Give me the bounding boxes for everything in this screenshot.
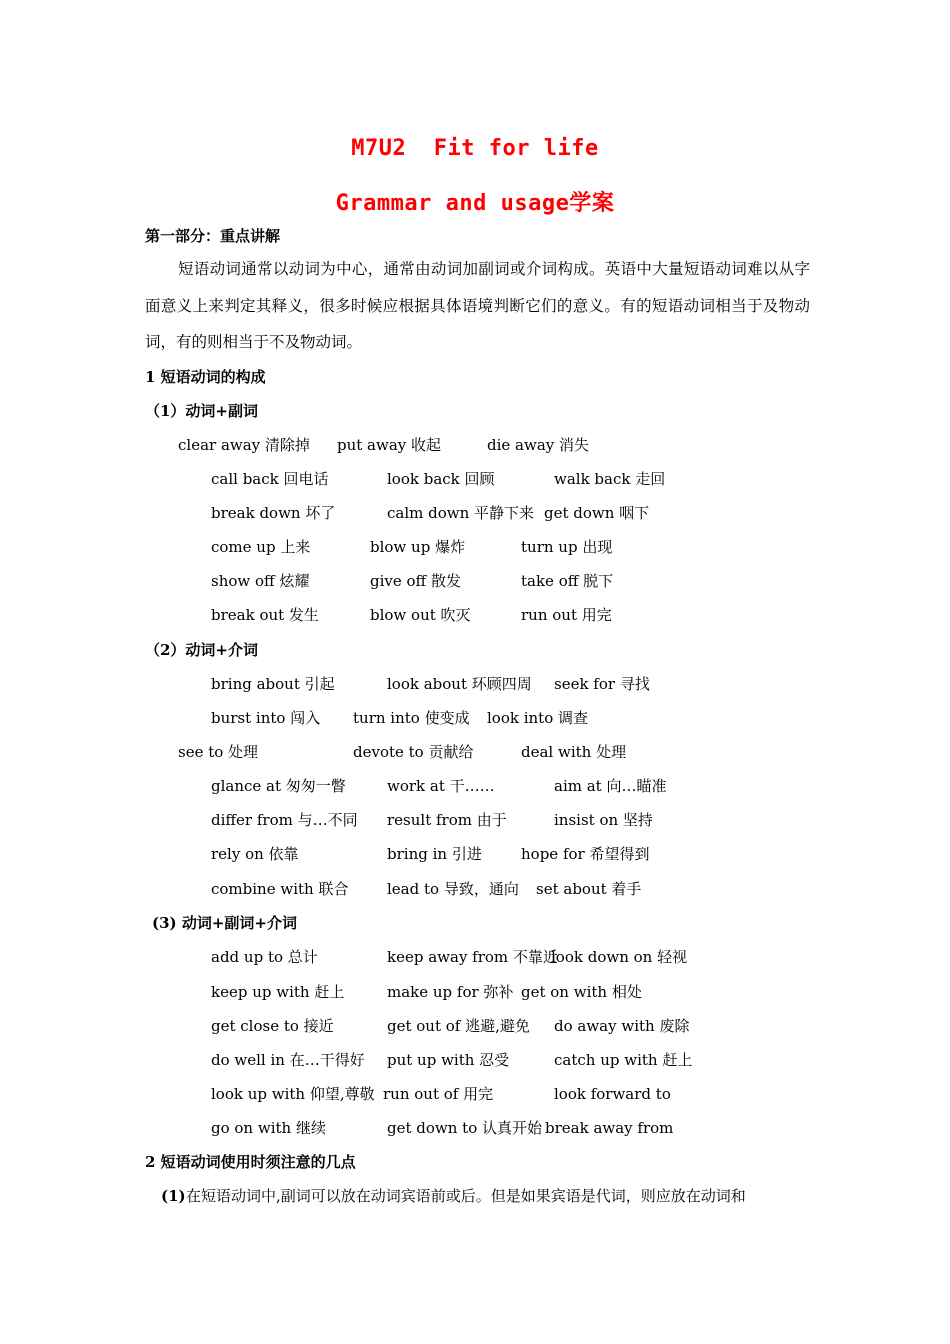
part-heading: 第一部分：重点讲解 <box>145 227 281 245</box>
list-item <box>0 567 950 595</box>
phrase-entry: seek for 寻找 <box>554 675 650 693</box>
phrase-entry: bring in 引进 <box>387 845 482 863</box>
list-item <box>0 1012 950 1040</box>
phrase-entry: break away from <box>545 1119 674 1137</box>
phrase-entry: see to 处理 <box>178 743 259 761</box>
phrase-entry: break down 坏了 <box>211 504 336 522</box>
phrase-entry: keep up with 赶上 <box>211 983 345 1001</box>
point1-label: (1) <box>161 1187 186 1205</box>
section1-heading: 1 短语动词的构成 <box>145 368 266 386</box>
phrase-entry: look up with 仰望,尊敬 <box>211 1085 375 1103</box>
phrase-entry: look into 调查 <box>487 709 589 727</box>
phrase-entry: blow up 爆炸 <box>370 538 466 556</box>
phrase-entry: do away with 废除 <box>554 1017 690 1035</box>
phrase-entry: rely on 依靠 <box>211 845 299 863</box>
list-item <box>0 1046 950 1074</box>
phrase-entry: set about 着手 <box>536 880 642 898</box>
list-item <box>0 601 950 629</box>
phrase-entry: burst into 闯入 <box>211 709 321 727</box>
phrase-entry: blow out 吹灭 <box>370 606 471 624</box>
sub2-heading-line <box>0 636 950 664</box>
sub3-heading-line <box>0 909 950 937</box>
sub2-heading: （2）动词+介词 <box>145 641 259 659</box>
phrase-entry: do well in 在…干得好 <box>211 1051 365 1069</box>
phrase-entry: deal with 处理 <box>521 743 627 761</box>
phrase-entry: take off 脱下 <box>521 572 614 590</box>
intro-paragraph: 短语动词通常以动词为中心，通常由动词加副词或介词构成。英语中大量短语动词难以从字面意义上来判定其释义，很多时候应根据具体语境判断它们的意义。有的短语动词相当于及物动词，有的则相当于不及物动词。 <box>145 260 810 351</box>
phrase-entry: differ from 与…不同 <box>211 811 358 829</box>
phrase-entry: aim at 向…瞄准 <box>554 777 667 795</box>
phrase-entry: go on with 继续 <box>211 1119 326 1137</box>
list-item <box>0 943 950 971</box>
phrase-entry: turn up 出现 <box>521 538 613 556</box>
phrase-entry: get down to 认真开始 <box>387 1119 543 1137</box>
list-item <box>0 738 950 766</box>
document-title: M7U2 Fit for life <box>351 136 599 161</box>
phrase-entry: clear away 清除掉 <box>178 436 310 454</box>
list-item <box>0 840 950 868</box>
phrase-entry: look back 回顾 <box>387 470 495 488</box>
phrase-entry: make up for 弥补 <box>387 983 514 1001</box>
phrase-entry: come up 上来 <box>211 538 311 556</box>
list-item <box>0 465 950 493</box>
section1-heading-line <box>0 363 950 391</box>
section2-point1-line <box>0 1182 950 1210</box>
document-subtitle: Grammar and usage学案 <box>335 191 615 216</box>
list-item <box>0 772 950 800</box>
phrase-entry: get down 咽下 <box>544 504 650 522</box>
phrase-entry: result from 由于 <box>387 811 507 829</box>
phrase-entry: walk back 走回 <box>554 470 666 488</box>
list-item <box>0 670 950 698</box>
sub1-heading: （1）动词+副词 <box>145 402 259 420</box>
phrase-entry: put up with 忍受 <box>387 1051 510 1069</box>
phrase-entry: give off 散发 <box>370 572 461 590</box>
list-item <box>0 704 950 732</box>
list-item <box>0 431 950 459</box>
phrase-entry: run out 用完 <box>521 606 612 624</box>
phrase-entry: catch up with 赶上 <box>554 1051 693 1069</box>
phrase-entry: break out 发生 <box>211 606 319 624</box>
phrase-entry: die away 消失 <box>487 436 590 454</box>
phrase-entry: add up to 总计 <box>211 948 318 966</box>
phrase-entry: keep away from 不靠近 <box>387 948 558 966</box>
list-item <box>0 1114 950 1142</box>
list-item <box>0 875 950 903</box>
point1-text: 在短语动词中,副词可以放在动词宾语前或后。但是如果宾语是代词，则应放在动词和 <box>186 1187 746 1205</box>
sub3-heading: (3) 动词+副词+介词 <box>152 914 297 932</box>
phrase-entry: look forward to <box>554 1085 671 1103</box>
list-item <box>0 1080 950 1108</box>
sub1-heading-line <box>0 397 950 425</box>
section2-heading-line <box>0 1148 950 1176</box>
phrase-entry: combine with 联合 <box>211 880 349 898</box>
list-item <box>0 806 950 834</box>
phrase-entry: devote to 贡献给 <box>353 743 474 761</box>
phrase-entry: get on with 相处 <box>521 983 642 1001</box>
phrase-entry: look about 环顾四周 <box>387 675 532 693</box>
phrase-entry: show off 炫耀 <box>211 572 310 590</box>
phrase-entry: get out of 逃避,避免 <box>387 1017 530 1035</box>
phrase-entry: hope for 希望得到 <box>521 845 650 863</box>
section2-heading: 2 短语动词使用时须注意的几点 <box>145 1153 356 1171</box>
phrase-entry: glance at 匆匆一瞥 <box>211 777 346 795</box>
phrase-entry: work at 干…… <box>387 777 495 795</box>
phrase-entry: get close to 接近 <box>211 1017 334 1035</box>
phrase-entry: turn into 使变成 <box>353 709 470 727</box>
list-item <box>0 499 950 527</box>
phrase-entry: call back 回电话 <box>211 470 329 488</box>
list-item <box>0 978 950 1006</box>
phrase-entry: insist on 坚持 <box>554 811 653 829</box>
phrase-entry: bring about 引起 <box>211 675 335 693</box>
phrase-entry: look down on 轻视 <box>551 948 688 966</box>
phrase-entry: calm down 平静下来 <box>387 504 535 522</box>
phrase-entry: put away 收起 <box>337 436 442 454</box>
phrase-entry: lead to 导致，通向 <box>387 880 519 898</box>
phrase-entry: run out of 用完 <box>383 1085 494 1103</box>
list-item <box>0 533 950 561</box>
part-heading-line <box>0 222 950 250</box>
